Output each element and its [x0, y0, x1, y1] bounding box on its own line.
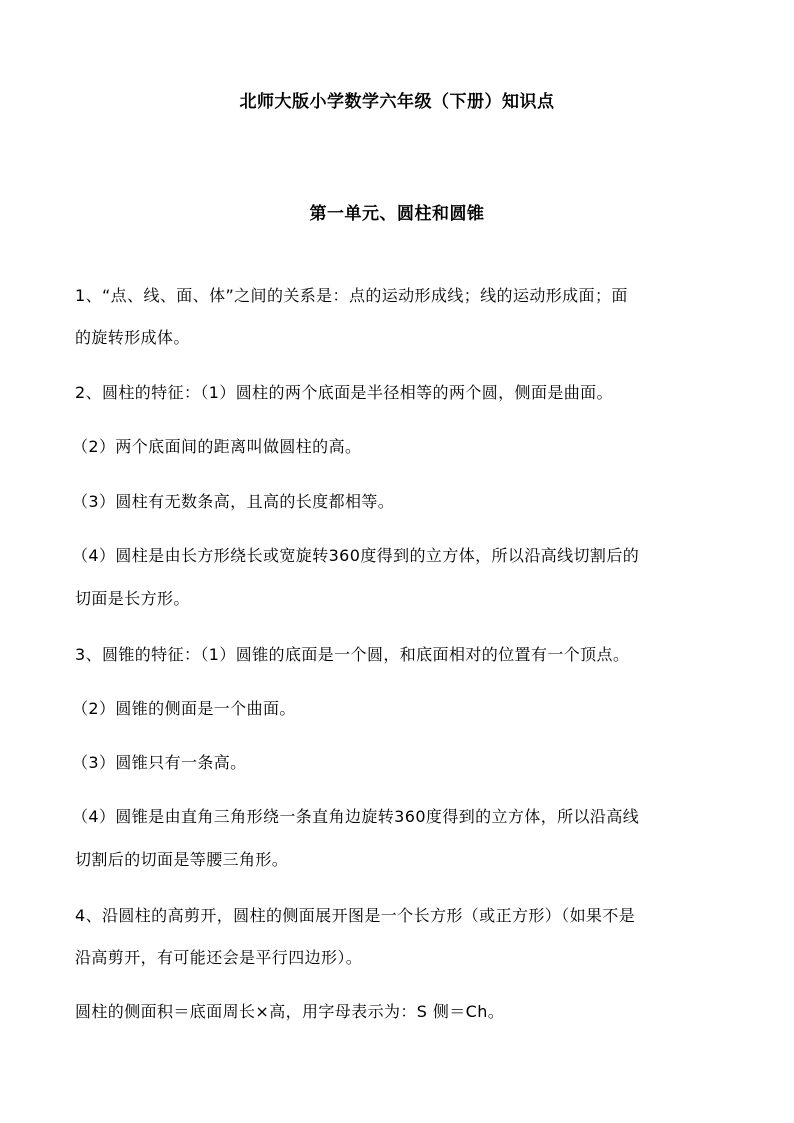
- text-line: （4）圆柱是由长方形绕长或宽旋转360度得到的立方体，所以沿高线切割后的: [72, 546, 640, 565]
- text-line: 的旋转形成体。: [75, 328, 190, 347]
- text-line: （2）两个底面间的距离叫做圆柱的高。: [72, 437, 362, 456]
- text-line: 3、圆锥的特征：（1）圆锥的底面是一个圆，和底面相对的位置有一个顶点。: [75, 645, 630, 664]
- text-line: （3）圆柱有无数条高，且高的长度都相等。: [72, 492, 395, 511]
- text-line: 切割后的切面是等腰三角形。: [75, 850, 289, 869]
- text-line: 沿高剪开，有可能还会是平行四边形）。: [75, 948, 363, 967]
- text-line: （4）圆锥是由直角三角形绕一条直角边旋转360度得到的立方体，所以沿高线: [72, 807, 640, 826]
- text-line: 1、“点、线、面、体”之间的关系是：点的运动形成线；线的运动形成面；面: [75, 286, 628, 305]
- text-line: 2、圆柱的特征：（1）圆柱的两个底面是半径相等的两个圆，侧面是曲面。: [75, 383, 613, 402]
- document-title: 北师大版小学数学六年级（下册）知识点: [239, 92, 555, 112]
- text-line: （2）圆锥的侧面是一个曲面。: [72, 699, 296, 718]
- text-line: 4、沿圆柱的高剪开，圆柱的侧面展开图是一个长方形（或正方形）（如果不是: [75, 906, 636, 925]
- text-line: 切面是长方形。: [75, 589, 190, 608]
- unit-title: 第一单元、圆柱和圆锥: [309, 204, 485, 224]
- text-line: （3）圆锥只有一条高。: [72, 753, 247, 772]
- text-line: 圆柱的侧面积＝底面周长×高，用字母表示为：S 侧＝Ch。: [75, 1002, 505, 1021]
